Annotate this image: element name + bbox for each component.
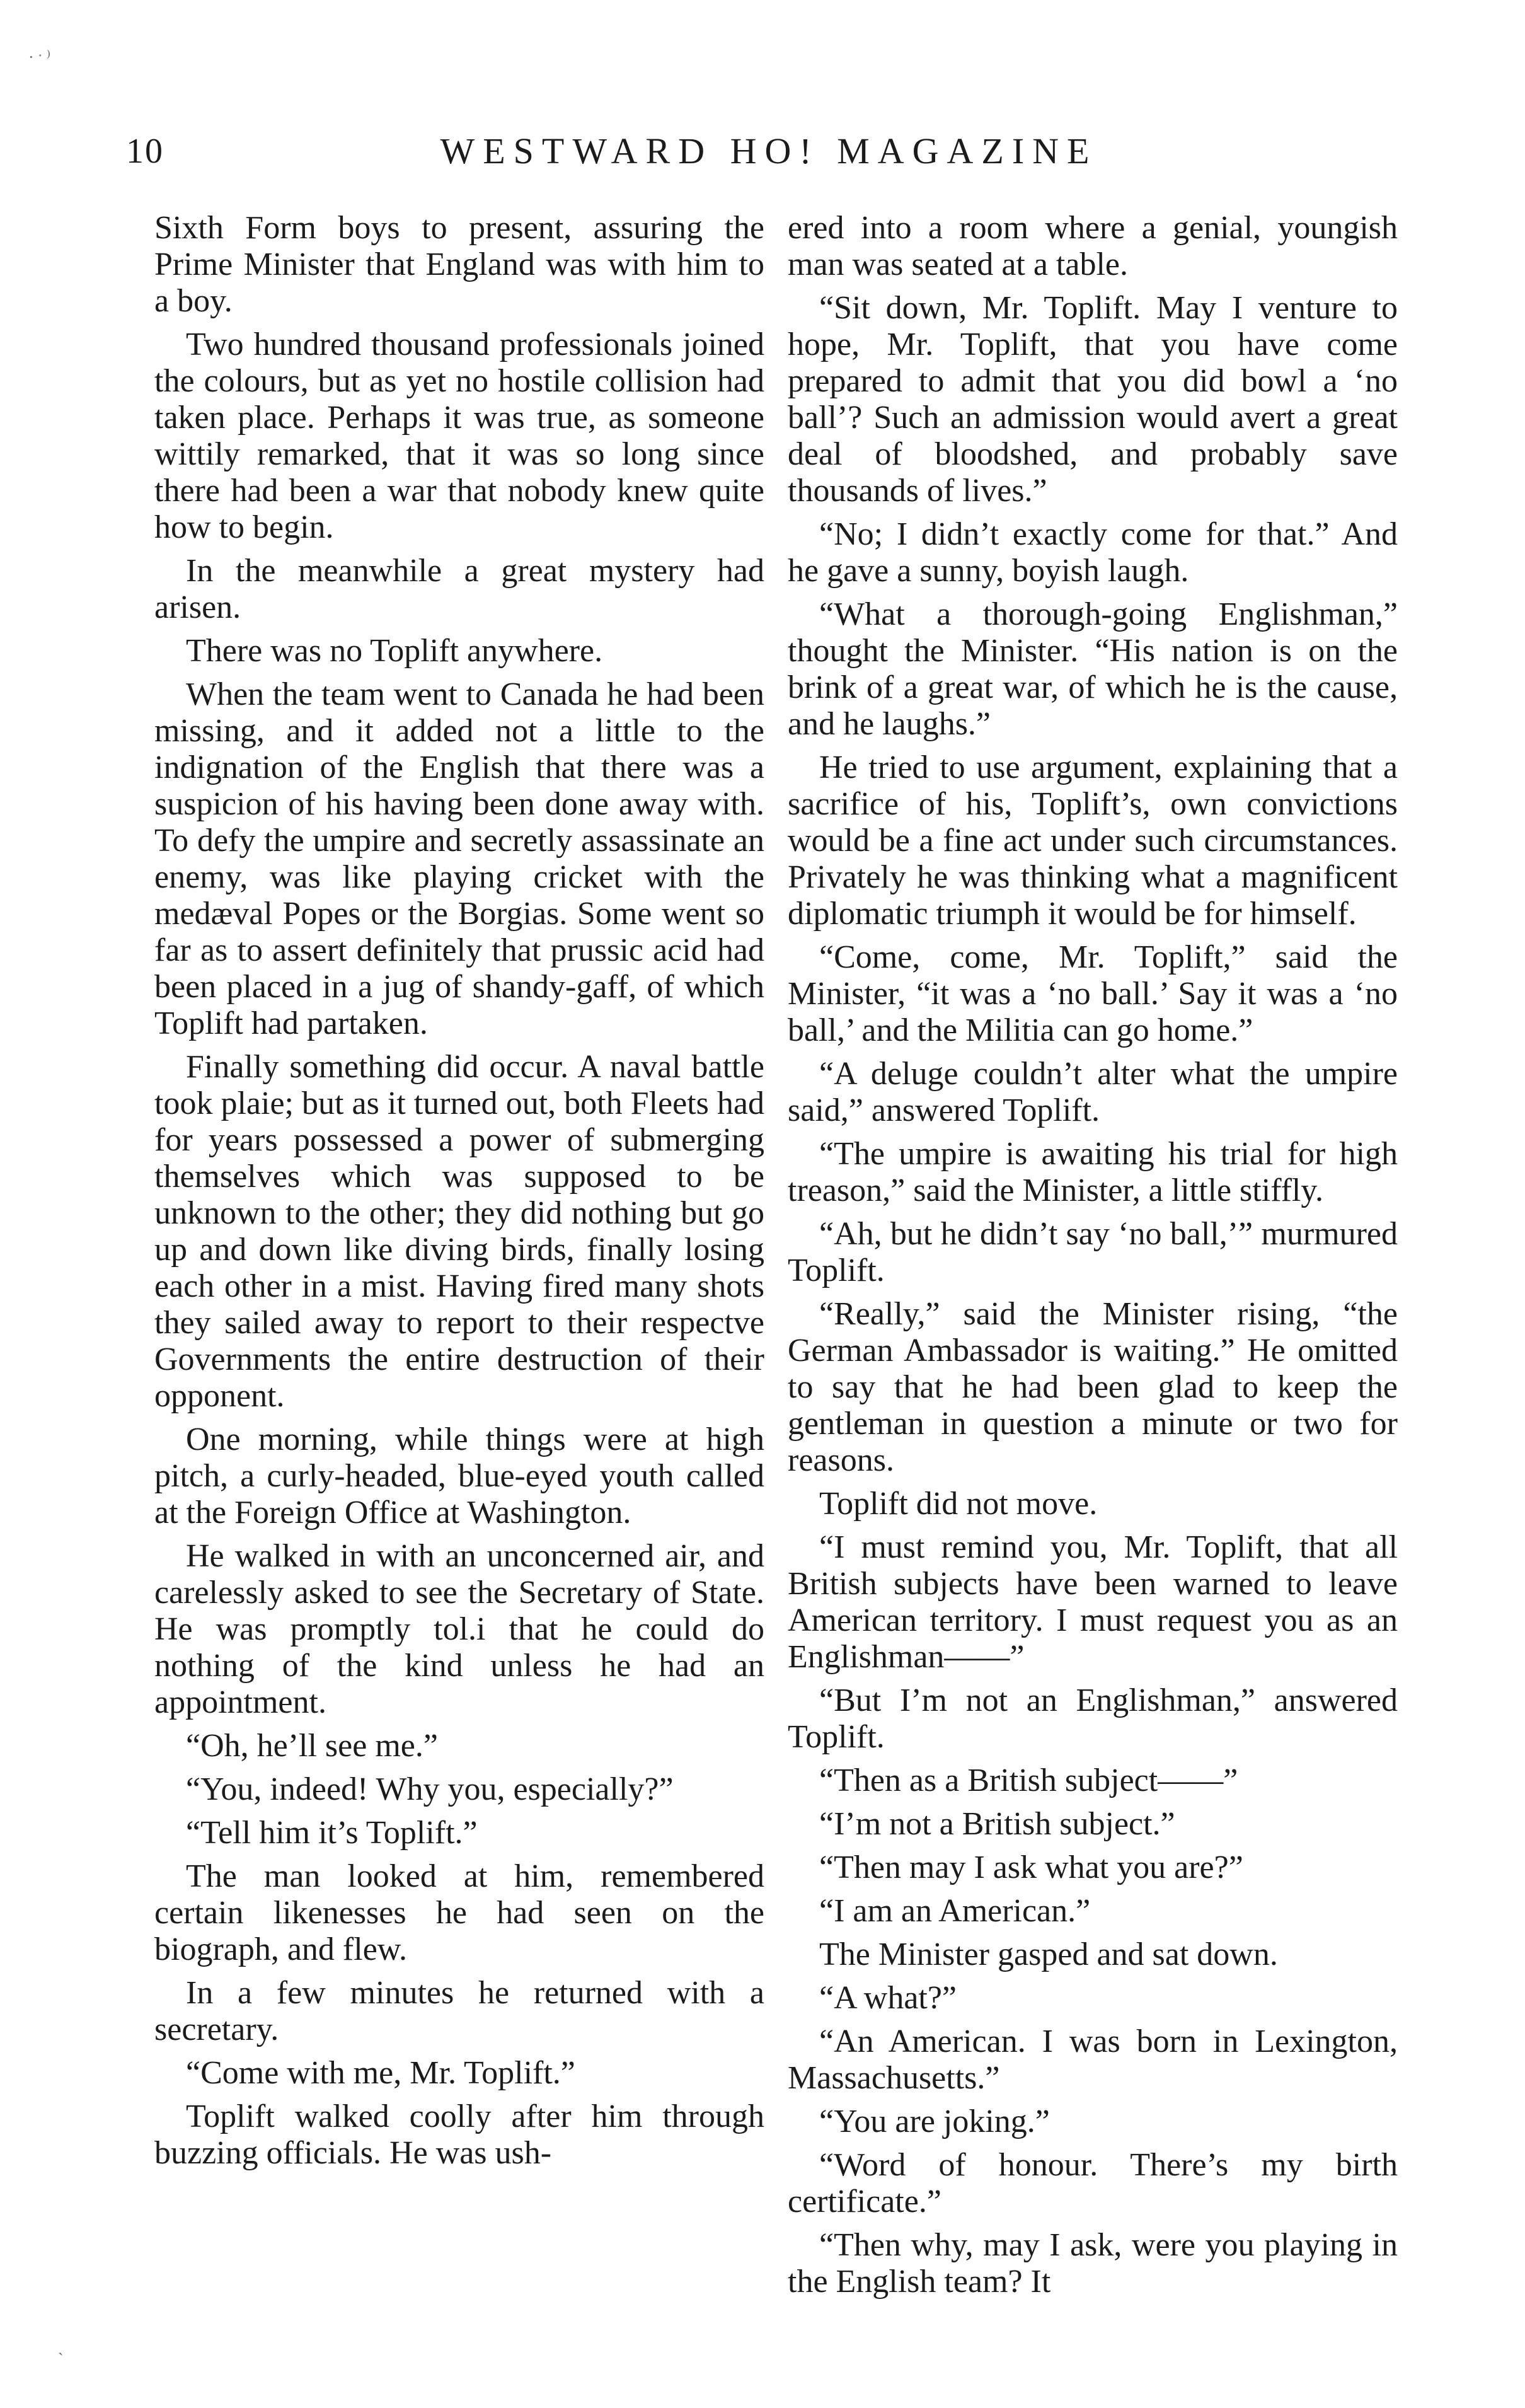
paragraph: “No; I didn’t exactly come for that.” And he gave a sunny, boyish laugh.: [788, 516, 1398, 589]
paragraph: When the team went to Canada he had been missing, and it added not a little to the indignation of the English that there was a suspicion of his having been done away with. To defy the umpire and secretly assassinate an enemy, was like playing cricket with the medæval Popes or the Borgias. Some went so far as to assert definitely that prussic acid had been placed in a jug of shandy-gaff, of which Toplift had partaken.: [154, 676, 764, 1041]
paragraph: “Ah, but he didn’t say ‘no ball,’” murmured Toplift.: [788, 1216, 1398, 1288]
paragraph: He tried to use argument, explaining that a sacrifice of his, Toplift’s, own convictions would be a fine act under such circumstances. Privately he was thinking what a magnificent diplomatic triumph it would be for himself.: [788, 750, 1398, 932]
paragraph: Toplift walked coolly after him through buzzing officials. He was ush-: [154, 2098, 764, 2171]
paragraph: He walked in with an unconcerned air, and carelessly asked to see the Secretary of State. He was promptly tol.i that he could do nothing of the kind unless he had an appointment.: [154, 1538, 764, 1720]
paragraph: “Come with me, Mr. Toplift.”: [186, 2055, 575, 2091]
paragraph: The Minister gasped and sat down.: [819, 1936, 1278, 1972]
paragraph: There was no Toplift anywhere.: [186, 633, 603, 669]
paragraph: Finally something did occur. A naval battle took plaie; but as it turned out, both Fleets had for years possessed a power of submerging themselves which was supposed to be unknown to the other; they did nothing but go up and down like diving birds, finally losing each other in a mist. Having fired many shots they sailed away to report to their respectve Governments the entire destruction of their opponent.: [154, 1049, 764, 1414]
paragraph: “A what?”: [819, 1980, 957, 2016]
paragraph: “Tell him it’s Toplift.”: [186, 1815, 478, 1851]
paragraph: The man looked at him, remembered certain likenesses he had seen on the biograph, and flew.: [154, 1858, 764, 1967]
page-number: 10: [126, 132, 164, 171]
paragraph: “Then as a British subject——”: [819, 1763, 1238, 1798]
scan-speck-mark: · ˑ ⁾: [28, 48, 51, 66]
left-text-column: [154, 210, 764, 2179]
paragraph: “Come, come, Mr. Toplift,” said the Minister, “it was a ‘no ball.’ Say it was a ‘no ball,’ and the Militia can go home.”: [788, 939, 1398, 1048]
paragraph: Two hundred thousand professionals joined the colours, but as yet no hostile collision had taken place. Perhaps it was true, as someone wittily remarked, that it was so long since there had been a war that nobody knew quite how to begin.: [154, 327, 764, 545]
paragraph: “A deluge couldn’t alter what the umpire said,” answered Toplift.: [788, 1056, 1398, 1128]
paragraph: “What a thorough-going Englishman,” thought the Minister. “His nation is on the brink of a great war, of which he is the cause, and he laughs.”: [788, 596, 1398, 742]
paragraph: “The umpire is awaiting his trial for high treason,” said the Minister, a little stiffly.: [788, 1136, 1398, 1208]
paragraph: “I’m not a British subject.”: [819, 1806, 1175, 1842]
paragraph: In a few minutes he returned with a secretary.: [154, 1975, 764, 2047]
paragraph: Toplift did not move.: [819, 1486, 1098, 1522]
paragraph: One morning, while things were at high pitch, a curly-headed, blue-eyed youth called at the Foreign Office at Washington.: [154, 1421, 764, 1531]
paragraph: “I am an American.”: [819, 1893, 1091, 1929]
paragraph: “An American. I was born in Lexington, Massachusetts.”: [788, 2023, 1398, 2096]
paragraph: “Then may I ask what you are?”: [819, 1849, 1243, 1885]
paragraph: ered into a room where a genial, youngish man was seated at a table.: [788, 210, 1398, 282]
scan-speck-mark: ˎ: [58, 2337, 64, 2356]
paragraph: Sixth Form boys to present, assuring the Prime Minister that England was with him to a boy.: [154, 210, 764, 319]
paragraph: “Sit down, Mr. Toplift. May I venture to hope, Mr. Toplift, that you have come prepared to admit that you did bowl a ‘no ball’? Such an admission would avert a great deal of bloodshed, and probably save thousands of lives.”: [788, 290, 1398, 509]
paragraph: “Oh, he’ll see me.”: [186, 1728, 438, 1764]
paragraph: “Word of honour. There’s my birth certificate.”: [788, 2147, 1398, 2220]
paragraph: “You, indeed! Why you, especially?”: [186, 1771, 674, 1807]
paragraph: “Really,” said the Minister rising, “the German Ambassador is waiting.” He omitted to say that he had been glad to keep the gentleman in question a minute or two for reasons.: [788, 1296, 1398, 1478]
paragraph: “You are joking.”: [819, 2104, 1050, 2139]
right-text-column: [788, 210, 1398, 2307]
paragraph: “I must remind you, Mr. Toplift, that all British subjects have been warned to leave American territory. I must request you as an Englishman——”: [788, 1529, 1398, 1675]
paragraph: “Then why, may I ask, were you playing in the English team? It: [788, 2227, 1398, 2300]
paragraph: In the meanwhile a great mystery had arisen.: [154, 553, 764, 625]
page-header: [126, 126, 1412, 177]
running-title: WESTWARD HO! MAGAZINE: [440, 130, 1098, 171]
paragraph: “But I’m not an Englishman,” answered Toplift.: [788, 1682, 1398, 1755]
